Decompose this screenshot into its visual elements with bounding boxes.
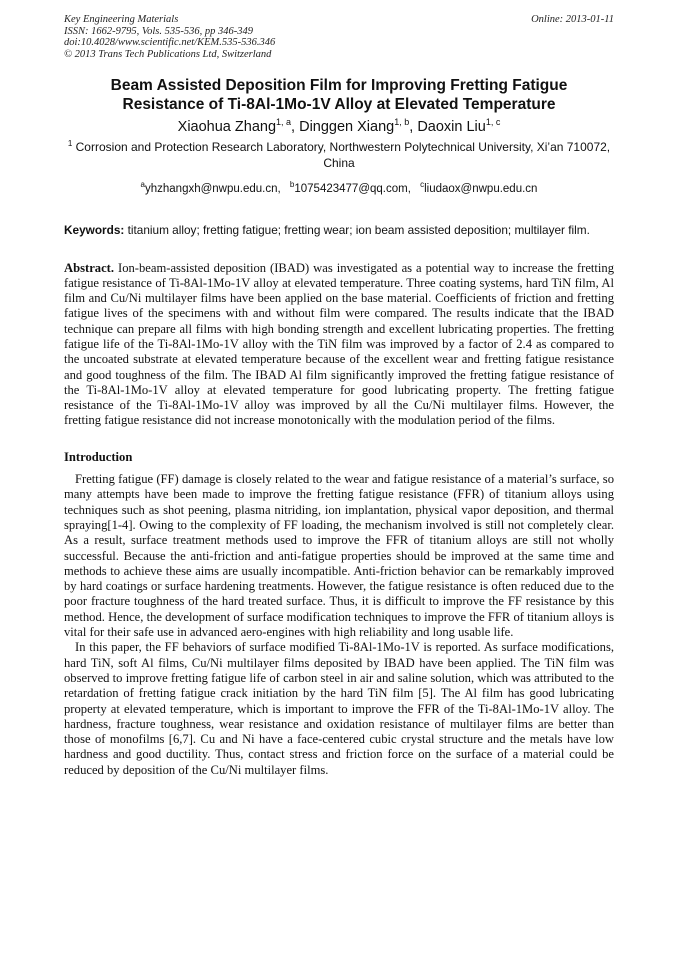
affiliation-text: Corrosion and Protection Research Laboratory, Northwestern Polytechnical University, Xi’an 710072, China: [75, 140, 611, 170]
journal-name: Key Engineering Materials: [64, 14, 179, 25]
journal-issn: ISSN: 1662-9795, Vols. 535-536, pp 346-349: [64, 25, 253, 37]
journal-copyright: © 2013 Trans Tech Publications Ltd, Switzerland: [64, 48, 272, 60]
journal-header: [64, 14, 614, 60]
author-emails: [64, 182, 614, 197]
author-list: Xiaohua Zhang$^{1, a}$, Dinggen Xiang$^{1, b}$, Daoxin Liu$^{1, c}$: [177, 117, 501, 135]
author-name: Daoxin Liu: [417, 119, 486, 135]
section-heading-introduction: Introduction: [64, 449, 133, 464]
author-name: Xiaohua Zhang: [177, 119, 277, 135]
online-date: Online: 2013-01-11: [531, 14, 614, 25]
abstract-text: Ion-beam-assisted deposition (IBAD) was investigated as a potential way to increase the fretting fatigue resistance of Ti-8Al-1Mo-1V alloy at elevated temperature. Three coating systems, hard TiN film, Al film and Cu/Ni multilayer films have been applied on the base material. Coefficients of friction and fretting fatigue lives of the specimens with and without film were compared. The results indicate that the IBAD technique can prepare all films with high bonding strength and excellent lubricating properties. The fretting fatigue life of the Ti-8Al-1Mo-1V alloy with the TiN film was improved by a factor of 2.4 as compared to the uncoated substrate at elevated temperature because of the excellent wear and fretting fatigue resistance and good toughness of the film. The IBAD Al film significantly improved the fretting fatigue resistance of the Ti-8Al-1Mo-1V alloy at elevated temperature for good lubricating property. The fretting fatigue resistance of the Ti-8Al-1Mo-1V alloy was improved by all the Cu/Ni multilayer films. However, the fretting fatigue resistance did not increase monotonically with the modulation period of the films.: [64, 260, 614, 428]
email-address[interactable]: 1075423477@qq.com,: [294, 183, 411, 195]
author-affil-mark: 1, c: [485, 117, 501, 127]
author-affil-mark: 1, a: [276, 117, 292, 127]
keywords: [64, 223, 614, 239]
title-line-1: Beam Assisted Deposition Film for Improving Fretting Fatigue: [110, 77, 568, 94]
abstract: [64, 261, 614, 429]
keywords-label: Keywords:: [64, 223, 125, 237]
email-mark: b: [289, 180, 295, 189]
affiliation-mark: 1: [67, 139, 73, 148]
journal-doi: doi:10.4028/www.scientific.net/KEM.535-536.346: [64, 37, 276, 48]
title-line-2: Resistance of Ti-8Al-1Mo-1V Alloy at Elevated Temperature: [122, 96, 556, 113]
keywords-text: titanium alloy; fretting fatigue; fretting wear; ion beam assisted deposition; multilayer film.: [127, 223, 590, 237]
email-address[interactable]: liudaox@nwpu.edu.cn: [424, 183, 538, 195]
author-name: Dinggen Xiang: [299, 119, 395, 135]
email-address[interactable]: yhzhangxh@nwpu.edu.cn,: [144, 183, 281, 195]
abstract-label: Abstract.: [64, 260, 115, 275]
paper-title: [64, 76, 614, 114]
affiliation: [64, 140, 614, 171]
email-mark: c: [420, 180, 425, 189]
author-affil-mark: 1, b: [394, 117, 410, 127]
body-paragraph: Fretting fatigue (FF) damage is closely related to the wear and fatigue resistance of a material’s surface, so many attempts have been made to improve the fretting fatigue resistance (FFR) of titanium alloys using techniques such as shot peening, plasma nitriding, ion implantation, physical vapor deposition, and thermal spraying[1-4]. Owing to the complexity of FF loading, the mechanism involved is still not completely clear. As a result, surface treatment methods used to improve the FFR of titanium alloys are still not wholly successful. Because the anti-friction and anti-fatigue properties should be improved at the same time and methods to achieve these aims are usually incompatible. Anti-friction behavior can be remarkably improved by hard coatings or surface hardening treatments. However, the fatigue resistance is often reduced due to the poor fracture toughness of the hard treated surface. Thus, it is difficult to improve the FF resistance by this method. Hence, the development of surface modification techniques to improve the FFR of titanium alloys is vital for their safe use in advanced aero-engines with high reliability and long usable life.: [64, 472, 614, 640]
email-mark: a: [140, 180, 145, 189]
body-paragraph: In this paper, the FF behaviors of surface modified Ti-8Al-1Mo-1V is reported. As surface modifications, hard TiN, soft Al films, Cu/Ni multilayer films deposited by IBAD have been applied. The TiN film was observed to improve fretting fatigue life of carbon steel in air and saline solution, which was attributed to the retardation of fretting fatigue crack initiation by the hard TiN film [5]. The Al film has good lubricating property at elevated temperature, which is important to improve the FFR of the Ti-8Al-1Mo-1V alloy. The hardness, fracture toughness, wear resistance and oxidation resistance of multilayer films are better than those of monofilms [6,7]. Cu and Ni have a face-centered cubic crystal structure and the metals have low hardness and good ductility. Thus, contact stress and friction force on the surface of a material could be reduced by deposition of the Cu/Ni multilayer films.: [64, 640, 614, 777]
